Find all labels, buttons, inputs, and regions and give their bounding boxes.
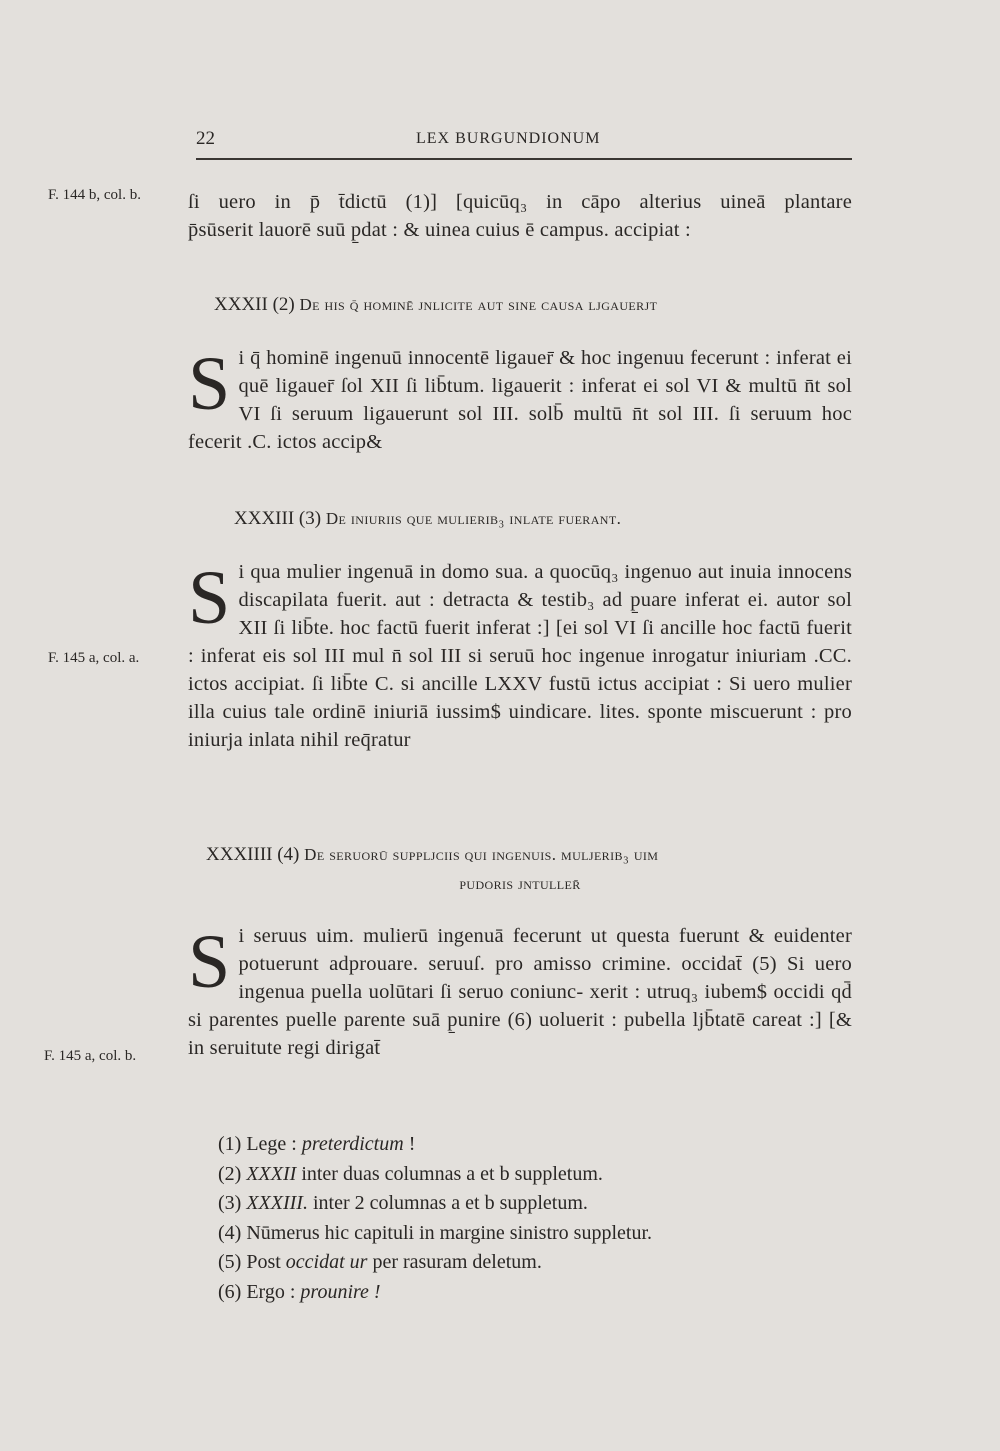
footnote-italic: prounire ! bbox=[300, 1280, 381, 1303]
text-line: p̄sūserit lauorē suū p̱dat : & uinea cuius ē campus. accipiat : bbox=[188, 219, 691, 241]
footnotes bbox=[218, 1130, 858, 1307]
footnote-number: (2) bbox=[218, 1162, 242, 1185]
footnote bbox=[218, 1219, 858, 1249]
footnote bbox=[218, 1189, 858, 1219]
section-paragraph bbox=[188, 922, 852, 1062]
section-heading bbox=[206, 844, 658, 866]
footnote-italic: XXXIII. bbox=[246, 1192, 308, 1214]
footnote-text: Lege : bbox=[246, 1133, 302, 1155]
paragraph-text: i q̄ hominē ingenuū innocentē ligauer̄ & hoc ingenuu fecerunt : inferat ei quē ligauer̄ ſol XII ſi lib̄tum. ligauerit : inferat ei sol VI & multū n̄t sol VI ſi seruum ligauerunt sol III. solb̄ multū n̄t sol III. ſi seruum hoc fecerit .C. ictos accip& bbox=[188, 347, 852, 453]
footnote-text: per rasuram deletum. bbox=[367, 1251, 542, 1273]
footnote-text: inter 2 columnas a et b suppletum. bbox=[307, 1192, 588, 1214]
margin-note-folio: F. 145 a, col. a. bbox=[48, 650, 140, 666]
running-title: LEX BURGUNDIONUM bbox=[416, 130, 601, 147]
section-title: De seruorū ſuppljciis qui ingenuis. muljerib₃ uim bbox=[304, 845, 659, 864]
margin-note-folio: F. 145 a, col. b. bbox=[44, 1048, 137, 1064]
margin-note-folio: F. 144 b, col. b. bbox=[48, 187, 141, 203]
drop-capital: S bbox=[188, 920, 231, 1004]
footnote-italic: XXXII bbox=[246, 1162, 297, 1185]
paragraph-text: i qua mulier ingenuā in domo sua. a quocūq₃ ingenuo aut inuia innocens discapilata fuerit. aut : detracta & testib₃ ad p̱uare inferat ei. autor sol XII ſi lib̄te. hoc factū fuerit inferat :] [ei sol VI ſi ancille hoc factū fuerit : inferat eis sol III mul n̄ sol III si seruū hoc ingenue inrogatur iniuriam .CC. ictos accipiat. ſi lib̄te C. si ancille LXXV fustū ictus accipiat : Si uero mulier illa cuius tale ordinē iniuriā iussim$ uindicare. lites. sponte miscuerunt : pro iniurja inlata nihil req̄ratur bbox=[188, 561, 852, 751]
footnote-number: (6) bbox=[218, 1280, 242, 1303]
section-number: XXXIII (3) bbox=[234, 508, 322, 529]
section-heading bbox=[214, 294, 657, 316]
footnote-number: (5) bbox=[218, 1251, 242, 1273]
intro-paragraph bbox=[188, 188, 852, 244]
footnote-number: (1) bbox=[218, 1133, 242, 1155]
footnote bbox=[218, 1130, 858, 1160]
footnote-text: Ergo : bbox=[246, 1280, 301, 1303]
footnote-italic: preterdictum bbox=[301, 1133, 404, 1155]
section-paragraph bbox=[188, 344, 852, 456]
footnote bbox=[218, 1278, 858, 1308]
footnote bbox=[218, 1160, 858, 1190]
section-title: De iniuriis que mulierib₃ inlate fuerant. bbox=[325, 509, 622, 528]
footnote-text: inter duas columnas a et b suppletum. bbox=[296, 1162, 603, 1185]
footnote bbox=[218, 1248, 858, 1278]
paragraph-text: i seruus uim. mulierū ingenuā fecerunt ut questa fuerunt & euidenter potuerunt adprouare. seruuſ. pro amisso crimine. occidat̄ (5) Si uero ingenua puella uolūtari ſi seruo coniunc- xerit : utruq₃ iubem$ occidi qd̄ si parentes puelle parente suā p̱unire (6) uoluerit : pubella ljb̄tatē careat :] [& in seruitute regi dirigat̄ bbox=[188, 925, 852, 1059]
section-title-continued: pudoris jntuller̄ bbox=[459, 874, 581, 893]
footnote-text: ! bbox=[403, 1133, 416, 1155]
section-number: XXXIIII (4) bbox=[206, 844, 300, 865]
footnote-number: (4) bbox=[218, 1221, 242, 1244]
footnote-italic: occidat ur bbox=[285, 1251, 368, 1273]
text-line: ſi uero in p̄ t̄dictū (1)] [quicūq₃ in cāpo alterius uineā plantare bbox=[188, 191, 852, 213]
page-number: 22 bbox=[196, 128, 215, 149]
drop-capital: S bbox=[188, 556, 231, 640]
drop-capital: S bbox=[188, 342, 231, 426]
footnote-text: Nūmerus hic capituli in margine sinistro suppletur. bbox=[246, 1221, 653, 1244]
footnote-text: Post bbox=[246, 1251, 286, 1273]
section-title: De his q̄ hominē jnlicite aut ſine causa ljgauerjt bbox=[299, 295, 658, 314]
page-header bbox=[196, 124, 852, 160]
section-paragraph bbox=[188, 558, 852, 754]
footnote-number: (3) bbox=[218, 1192, 242, 1214]
section-number: XXXII (2) bbox=[214, 294, 295, 315]
section-heading bbox=[234, 508, 621, 530]
